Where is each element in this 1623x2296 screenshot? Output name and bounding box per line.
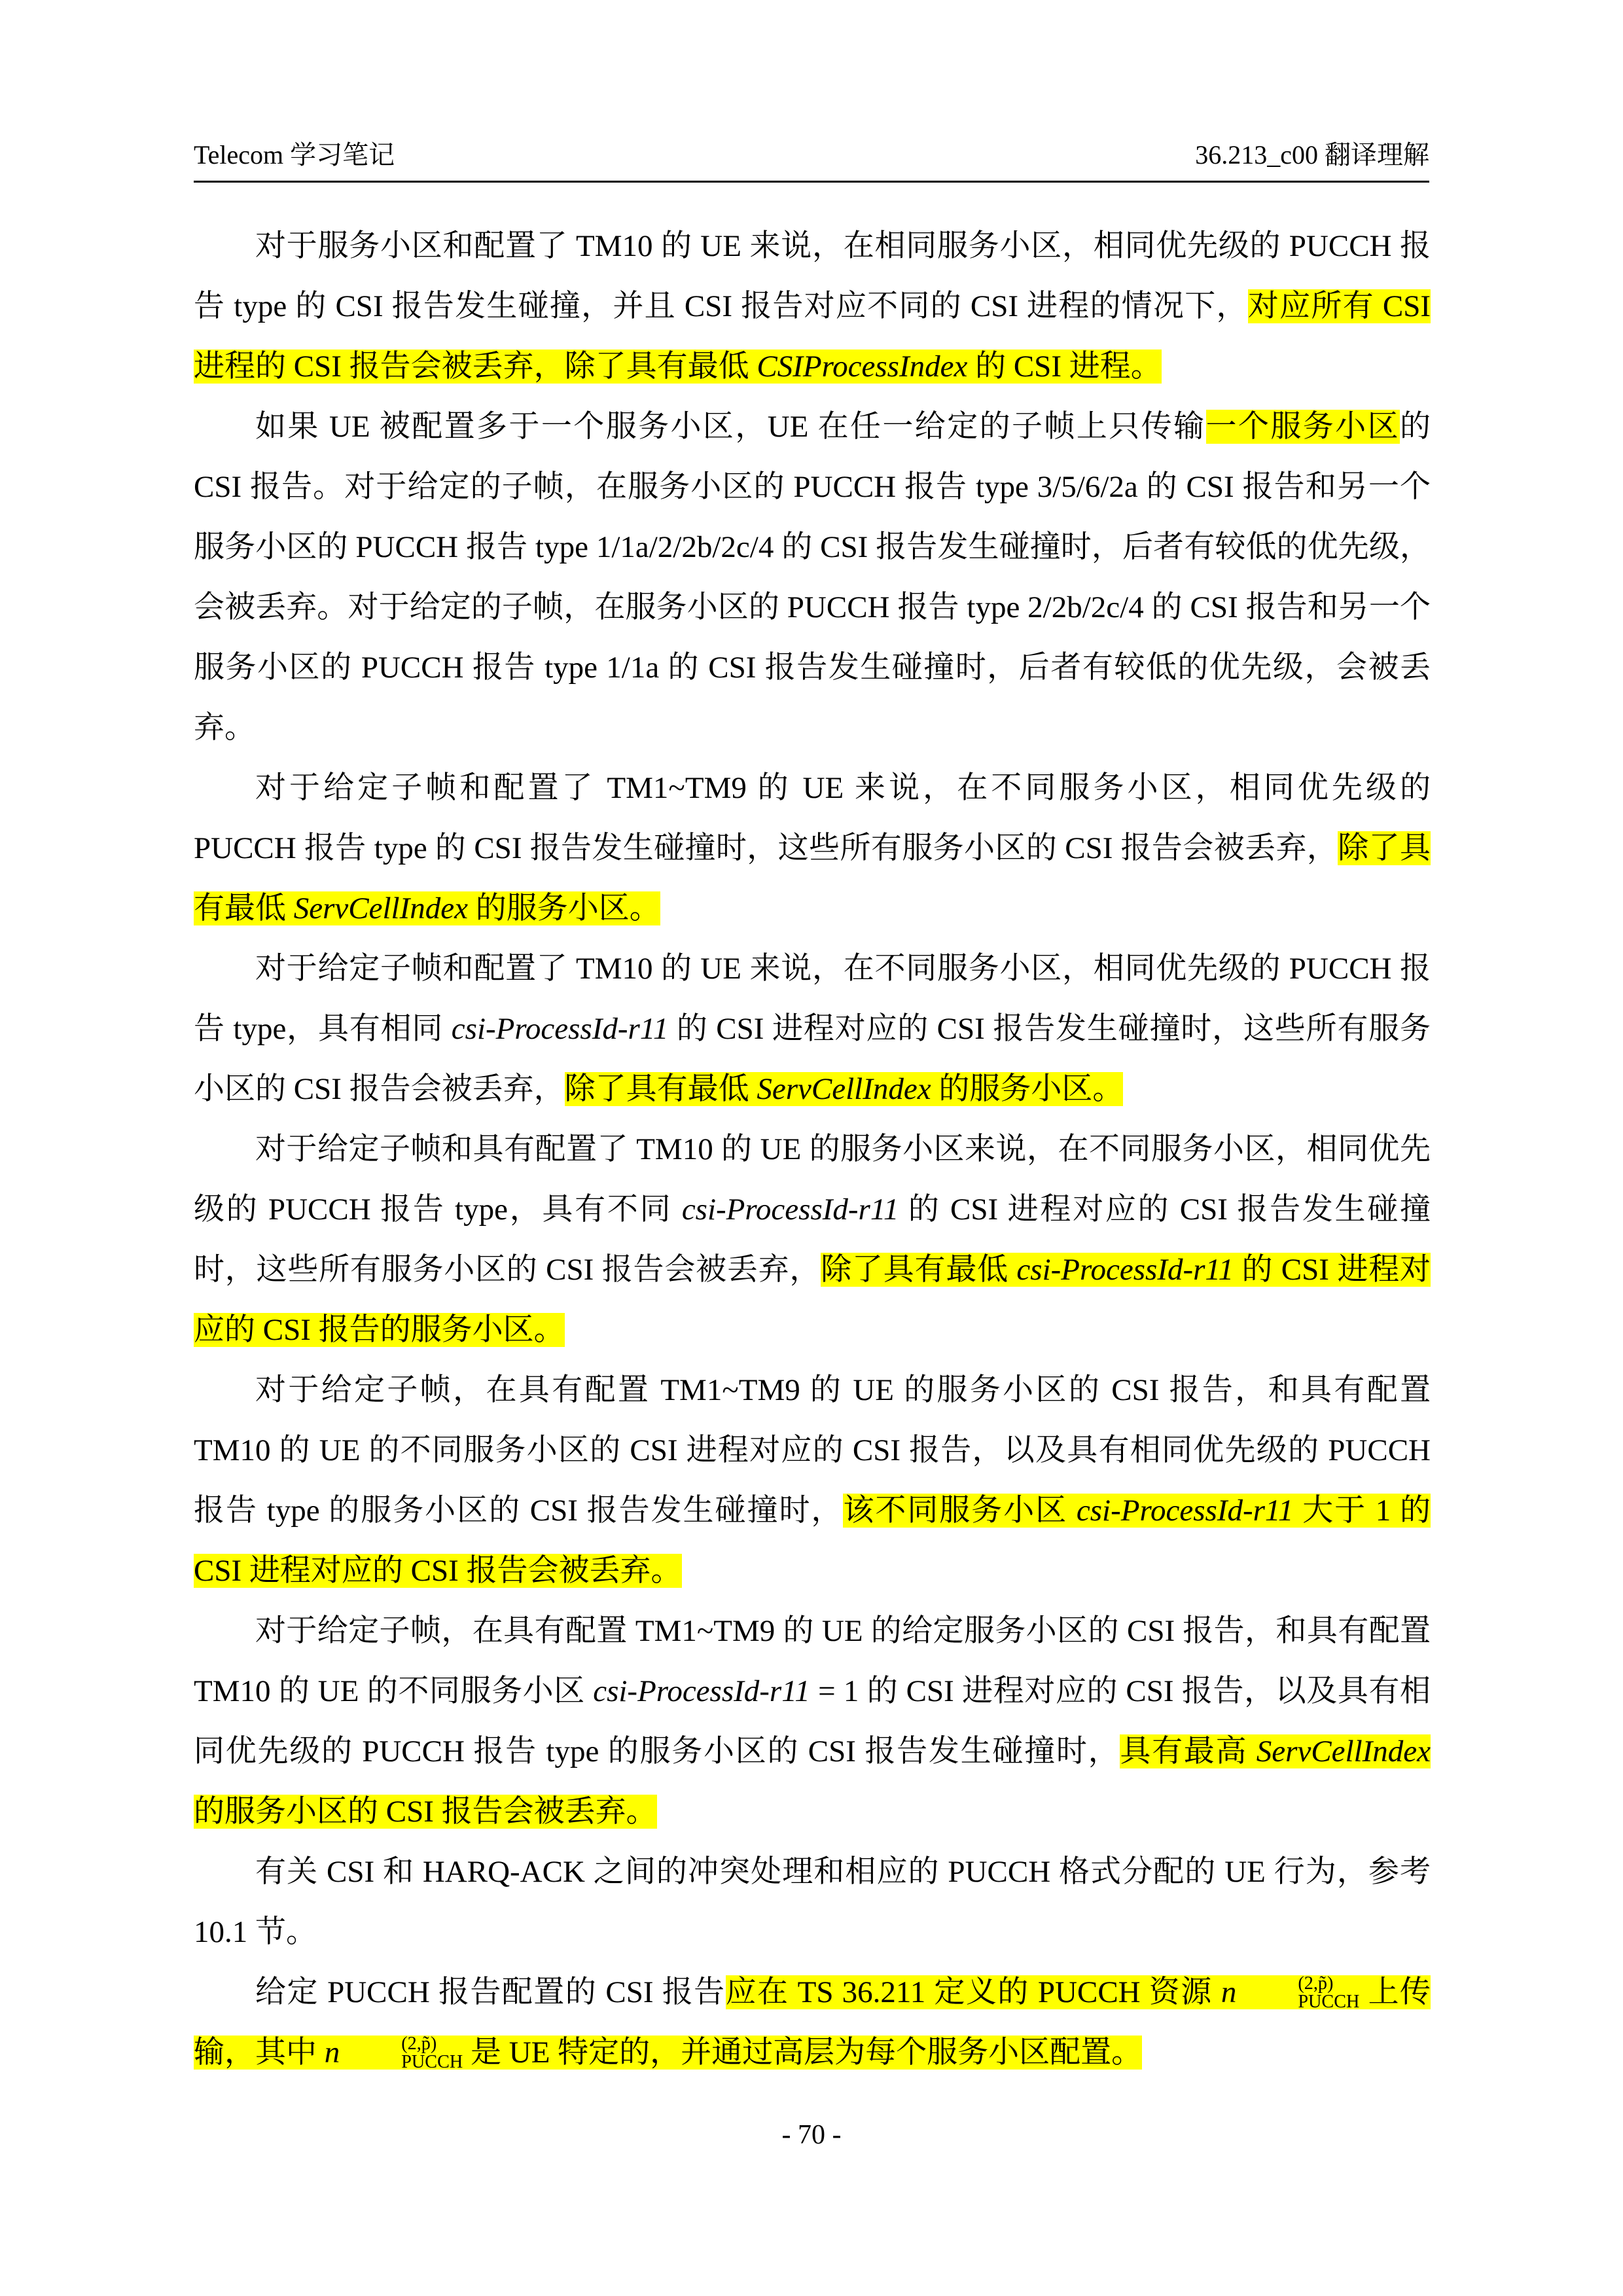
paragraph <box>194 1119 1431 1360</box>
page-header <box>194 124 1429 183</box>
page-number: - 70 - <box>781 2120 842 2150</box>
paragraph <box>194 1601 1431 1842</box>
text-run: 对于给定子帧和具有配置了 TM10 的 UE 的服务小区来说，在不同服务小区，相同优先级的 PUCCH 报告 type，具有不同 <box>194 1132 1431 1227</box>
paragraph <box>194 1360 1431 1601</box>
paragraph <box>194 1842 1431 1962</box>
italic-term: csi-ProcessId-r11 <box>593 1674 810 1708</box>
text-run: 如果 UE 被配置多于一个服务小区，UE 在任一给定的子帧上只传输 <box>255 410 1206 444</box>
text-run: 的 CSI 报告。对于给定的子帧，在服务小区的 PUCCH 报告 type 3/5/6/2a 的 CSI 报告和另一个服务小区的 PUCCH 报告 type 1/1a/2/2b/2c/4 的 CSI 报告发生碰撞时，后者有较低的优先级，会被丢弃。对于给定的子帧，在服务小区的 PUCCH 报告 type 2/2b/2c/4 的 CSI 报告和另一个服务小区的 PUCCH 报告 type 1/1a 的 CSI 报告发生碰撞时，后者有较低的优先级，会被丢弃。 <box>194 410 1431 745</box>
text-run: = 1 的 CSI 进程对应的 CSI 报告，以及具有相同优先级的 PUCCH 报告 type 的服务小区的 CSI 报告发生碰撞时， <box>194 1674 1431 1768</box>
highlight: 除了具有最低 ServCellIndex 的服务小区。 <box>564 1072 1124 1106</box>
header-title: Telecom 学习笔记 <box>194 140 395 170</box>
text-run: 对于服务小区和配置了 TM10 的 UE 来说，在相同服务小区，相同优先级的 PUCCH 报告 type 的 CSI 报告发生碰撞，并且 CSI 报告对应不同的 CSI 进程的情况下， <box>194 229 1431 323</box>
highlight: 应在 TS 36.211 定义的 PUCCH 资源 n (2,p̃) PUCCH 上传输，其中 n (2,p̃) PUCCH 是 UE 特定的，并通过高层为每个服务小区配置。 <box>194 1973 1431 2073</box>
highlight: 除了具有最低 ServCellIndex 的服务小区。 <box>194 831 1431 925</box>
highlight: 具有最高 ServCellIndex 的服务小区的 CSI 报告会被丢弃。 <box>194 1734 1431 1829</box>
italic-term: csi-ProcessId-r11 <box>451 1012 669 1046</box>
paragraph <box>194 758 1431 939</box>
text-run: 的 CSI 进程对应的 CSI 报告发生碰撞时，这些所有服务小区的 CSI 报告会被丢弃， <box>194 1012 1431 1106</box>
highlight: 该不同服务小区 csi-ProcessId-r11 大于 1 的 CSI 进程对应的 CSI 报告会被丢弃。 <box>194 1494 1431 1588</box>
paragraph <box>194 939 1431 1119</box>
paragraph <box>194 397 1431 758</box>
text-run: 对于给定子帧和配置了 TM1~TM9 的 UE 来说，在不同服务小区，相同优先级的 PUCCH 报告 type 的 CSI 报告发生碰撞时，这些所有服务小区的 CSI 报告会被丢弃， <box>194 771 1431 865</box>
highlight: 除了具有最低 csi-ProcessId-r11 的 CSI 进程对应的 CSI 报告的服务小区。 <box>194 1253 1431 1347</box>
header-document-id: 36.213_c00 翻译理解 <box>1195 140 1429 170</box>
highlight: 对应所有 CSI 进程的 CSI 报告会被丢弃，除了具有最低 CSIProcessIndex 的 CSI 进程。 <box>194 289 1431 384</box>
text-run: 对于给定子帧，在具有配置 TM1~TM9 的 UE 的给定服务小区的 CSI 报告，和具有配置 TM10 的 UE 的不同服务小区 <box>194 1614 1431 1708</box>
text-run: 对于给定子帧，在具有配置 TM1~TM9 的 UE 的服务小区的 CSI 报告，和具有配置 TM10 的 UE 的不同服务小区的 CSI 进程对应的 CSI 报告，以及具有相同优先级的 PUCCH 报告 type 的服务小区的 CSI 报告发生碰撞时， <box>194 1373 1431 1528</box>
highlight: 一个服务小区 <box>1205 410 1400 444</box>
italic-term: csi-ProcessId-r11 <box>681 1193 899 1227</box>
paragraph <box>194 216 1431 397</box>
math-n-pucch: n (2,p̃) PUCCH <box>1221 1973 1360 2013</box>
text-run: 有关 CSI 和 HARQ-ACK 之间的冲突处理和相应的 PUCCH 格式分配的 UE 行为，参考 10.1 节。 <box>194 1855 1431 1949</box>
math-n-pucch: n (2,p̃) PUCCH <box>324 2034 463 2073</box>
text-run: 对于给定子帧和配置了 TM10 的 UE 来说，在不同服务小区，相同优先级的 PUCCH 报告 type，具有相同 <box>194 952 1431 1046</box>
text-run: 给定 PUCCH 报告配置的 CSI 报告 <box>255 1975 726 2009</box>
document-body <box>194 216 1431 2083</box>
text-run: 的 CSI 进程对应的 CSI 报告发生碰撞时，这些所有服务小区的 CSI 报告会被丢弃， <box>194 1193 1431 1287</box>
paragraph <box>194 1962 1431 2083</box>
